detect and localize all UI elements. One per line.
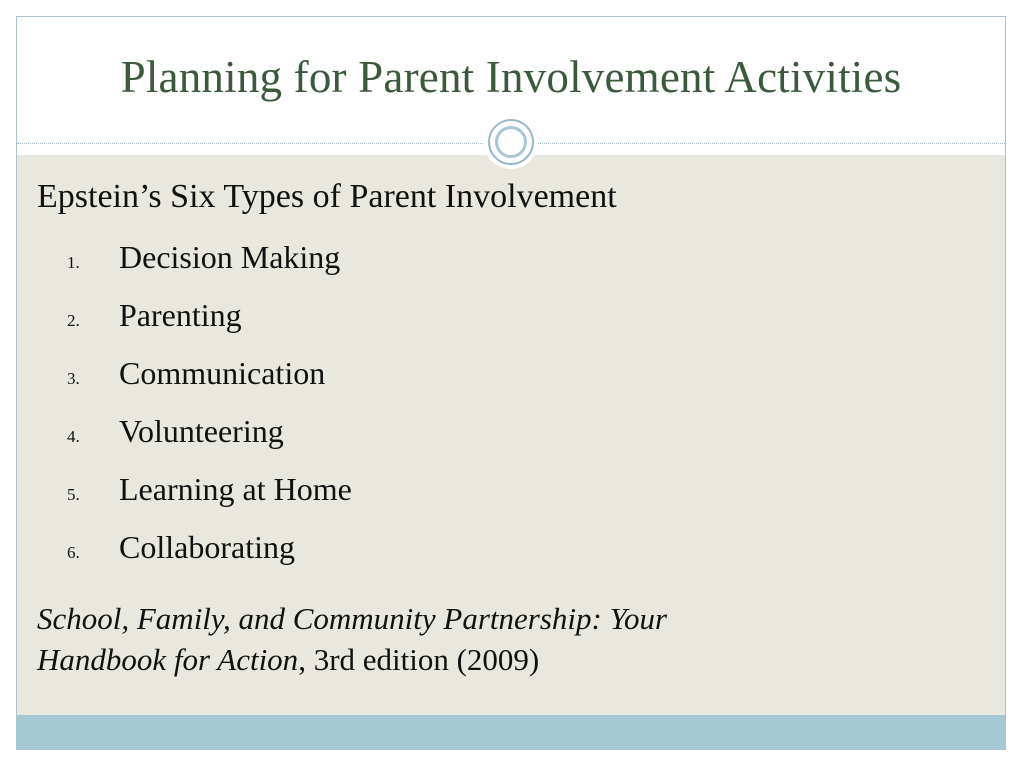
list-item-label: Communication xyxy=(119,355,326,391)
list-item-label: Collaborating xyxy=(119,529,295,565)
list-item-number: 5. xyxy=(67,485,80,504)
list-item-label: Volunteering xyxy=(119,413,284,449)
ornament-outer-ring xyxy=(488,119,534,165)
list-item-number: 2. xyxy=(67,311,80,330)
list-item-number: 6. xyxy=(67,543,80,562)
citation-title-line1: School, Family, and Community Partnership: Your xyxy=(37,601,668,636)
slide-title: Planning for Parent Involvement Activities xyxy=(120,52,902,102)
citation-title-line2: Handbook for Action xyxy=(37,642,299,677)
list-item-label: Decision Making xyxy=(119,239,341,275)
source-citation xyxy=(37,598,937,680)
section-heading: Epstein’s Six Types of Parent Involvement xyxy=(37,178,617,215)
list-item-number: 1. xyxy=(67,253,80,272)
citation-edition: , 3rd edition (2009) xyxy=(298,642,540,677)
ornament-inner-ring xyxy=(495,126,527,158)
circle-ornament-icon xyxy=(484,115,538,169)
list-item-label: Learning at Home xyxy=(119,471,352,507)
list-item-label: Parenting xyxy=(119,297,242,333)
list-item-number: 3. xyxy=(67,369,80,388)
list-item-number: 4. xyxy=(67,427,80,446)
bottom-accent-bar xyxy=(17,715,1005,750)
